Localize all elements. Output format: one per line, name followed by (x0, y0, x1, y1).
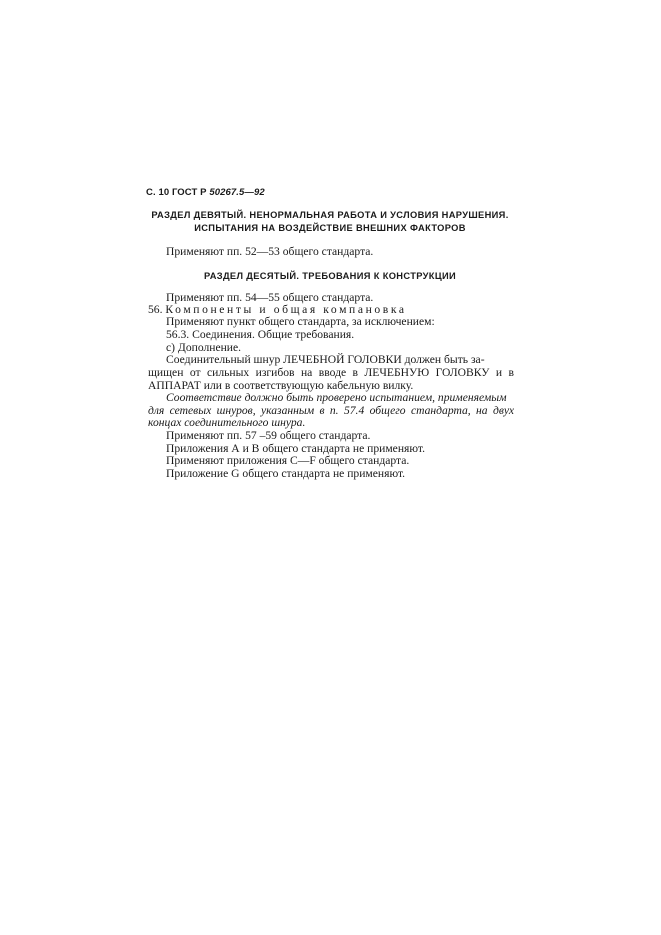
page-header (146, 187, 265, 198)
section-10-paragraph-8: Приложения А и В общего стандарта не применяют. (166, 442, 425, 455)
subclause-56-3: 56.3. Соединения. Общие требования. (166, 328, 355, 341)
section-10-heading: РАЗДЕЛ ДЕСЯТЫЙ. ТРЕБОВАНИЯ К КОНСТРУКЦИИ (203, 271, 457, 281)
section-10-paragraph-1: Применяют пп. 54—55 общего стандарта. (166, 291, 374, 304)
section-9-heading (100, 209, 560, 235)
section-10-paragraph-7: Применяют пп. 57 –59 общего стандарта. (166, 429, 371, 442)
cord-requirement-line-1: Соединительный шнур ЛЕЧЕБНОЙ ГОЛОВКИ должен быть за- (166, 353, 485, 366)
section-9-heading-line-1: РАЗДЕЛ ДЕВЯТЫЙ. НЕНОРМАЛЬНАЯ РАБОТА И УСЛОВИЯ НАРУШЕНИЯ. (151, 210, 509, 220)
clause-56-paragraph: Применяют пункт общего стандарта, за исключением: (166, 315, 435, 328)
item-c-addition: с) Дополнение. (166, 341, 242, 354)
compliance-text-line-2: для сетевых шнуров, указанным в п. 57.4 общего стандарта, на двух (148, 404, 514, 417)
page-label: С. 10 ГОСТ Р (146, 187, 210, 198)
cord-requirement-line-3: АППАРАТ или в соответствующую кабельную вилку. (148, 379, 414, 392)
section-9-paragraph: Применяют пп. 52—53 общего стандарта. (166, 245, 374, 258)
section-10-paragraph-9: Применяют приложения С—F общего стандарта. (166, 454, 410, 467)
section-10-paragraph-10: Приложение G общего стандарта не применяют. (166, 467, 406, 480)
standard-number: 50267.5—92 (209, 187, 265, 198)
section-9-heading-line-2: ИСПЫТАНИЯ НА ВОЗДЕЙСТВИЕ ВНЕШНИХ ФАКТОРОВ (194, 223, 466, 233)
compliance-text-line-3: концах соединительного шнура. (148, 416, 306, 429)
clause-56-title: Компоненты и общая компановка (165, 303, 407, 316)
cord-requirement-line-2: щищен от сильных изгибов на вводе в ЛЕЧЕБНУЮ ГОЛОВКУ и в (148, 366, 514, 379)
compliance-text-line-1: Соответствие должно быть проверено испытанием, применяемым (166, 391, 507, 404)
clause-56-number: 56. (148, 303, 163, 316)
